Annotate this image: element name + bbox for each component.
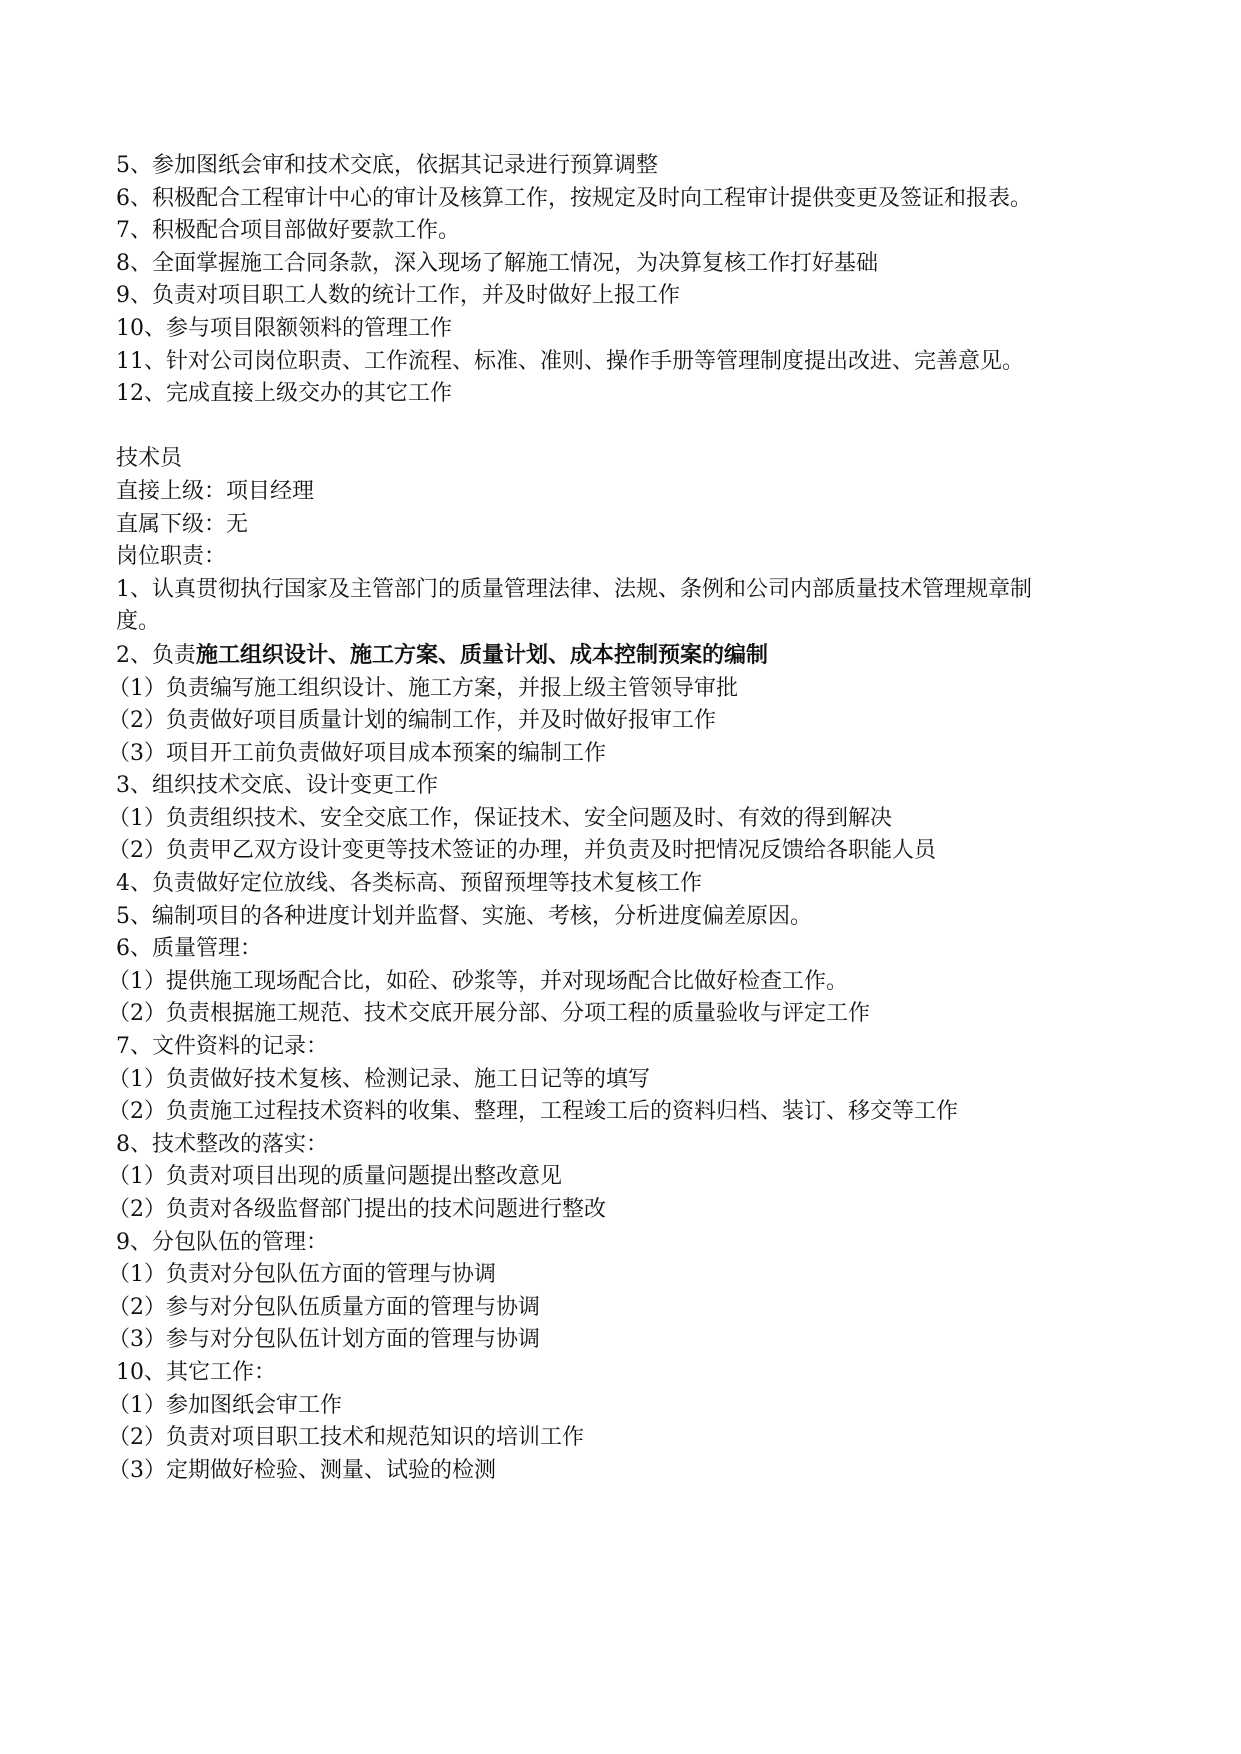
- list-item: 7、积极配合项目部做好要款工作。: [116, 218, 460, 244]
- sub-item: （1）负责对项目出现的质量问题提出整改意见: [108, 1164, 562, 1190]
- subordinate-line: 直属下级：无: [116, 511, 249, 537]
- sub-item: （2）负责对项目职工技术和规范知识的培训工作: [108, 1425, 584, 1451]
- sub-item: （3）定期做好检验、测量、试验的检测: [108, 1457, 496, 1483]
- list-item: 5、参加图纸会审和技术交底，依据其记录进行预算调整: [116, 153, 658, 178]
- duty-item: 1、认真贯彻执行国家及主管部门的质量管理法律、法规、条例和公司内部质量技术管理规章制度。: [116, 576, 1033, 635]
- duty-item: 8、技术整改的落实：: [116, 1131, 328, 1157]
- sub-item: （1）负责组织技术、安全交底工作，保证技术、安全问题及时、有效的得到解决: [108, 805, 892, 831]
- section-title: 技术员: [116, 446, 183, 472]
- sub-item: （2）负责做好项目质量计划的编制工作，并及时做好报审工作: [108, 708, 716, 734]
- list-item: 11、针对公司岗位职责、工作流程、标准、准则、操作手册等管理制度提出改进、完善意见。: [116, 348, 1024, 374]
- sub-item: （2）参与对分包队伍质量方面的管理与协调: [108, 1294, 540, 1320]
- sub-item: （2）负责对各级监督部门提出的技术问题进行整改: [108, 1197, 606, 1222]
- duty-bold-text: 施工组织设计、施工方案、质量计划、成本控制预案的编制: [196, 641, 769, 668]
- list-item: 9、负责对项目职工人数的统计工作，并及时做好上报工作: [116, 283, 680, 309]
- list-item: 10、参与项目限额领料的管理工作: [116, 315, 452, 341]
- duty-item: 10、其它工作：: [116, 1359, 276, 1385]
- duty-item: 5、编制项目的各种进度计划并监督、实施、考核，分析进度偏差原因。: [116, 903, 812, 929]
- sub-item: （2）负责根据施工规范、技术交底开展分部、分项工程的质量验收与评定工作: [108, 1001, 870, 1027]
- list-item: 12、完成直接上级交办的其它工作: [116, 381, 452, 407]
- section-spacer: [116, 411, 1066, 444]
- sub-item: （1）提供施工现场配合比，如砼、砂浆等，并对现场配合比做好检查工作。: [108, 968, 848, 994]
- duty-item: 7、文件资料的记录：: [116, 1034, 328, 1060]
- sub-item: （1）负责做好技术复核、检测记录、施工日记等的填写: [108, 1066, 650, 1092]
- sub-item: （1）负责对分包队伍方面的管理与协调: [108, 1262, 496, 1288]
- document-page: [108, 150, 1066, 1487]
- sub-item: （2）负责甲乙双方设计变更等技术签证的办理，并负责及时把情况反馈给各职能人员: [108, 838, 936, 864]
- sub-item: （1）负责编写施工组织设计、施工方案，并报上级主管领导审批: [108, 675, 738, 701]
- list-item: 8、全面掌握施工合同条款，深入现场了解施工情况，为决算复核工作打好基础: [116, 250, 878, 276]
- duty-item: [116, 639, 1066, 673]
- duty-item: 4、负责做好定位放线、各类标高、预留预埋等技术复核工作: [116, 871, 702, 897]
- sub-item: （2）负责施工过程技术资料的收集、整理，工程竣工后的资料归档、装订、移交等工作: [108, 1099, 958, 1125]
- sub-item: （3）项目开工前负责做好项目成本预案的编制工作: [108, 740, 606, 766]
- duty-item: 9、分包队伍的管理：: [116, 1229, 328, 1255]
- list-item: 6、积极配合工程审计中心的审计及核算工作，按规定及时向工程审计提供变更及签证和报表。: [116, 185, 1033, 211]
- duties-label: 岗位职责：: [116, 544, 227, 570]
- superior-line: 直接上级：项目经理: [116, 478, 315, 504]
- duty-item: 6、质量管理：: [116, 936, 262, 962]
- duty-item: 3、组织技术交底、设计变更工作: [116, 773, 438, 799]
- sub-item: （1）参加图纸会审工作: [108, 1392, 342, 1418]
- duty-prefix: 2、负责: [116, 642, 196, 668]
- sub-item: （3）参与对分包队伍计划方面的管理与协调: [108, 1327, 540, 1353]
